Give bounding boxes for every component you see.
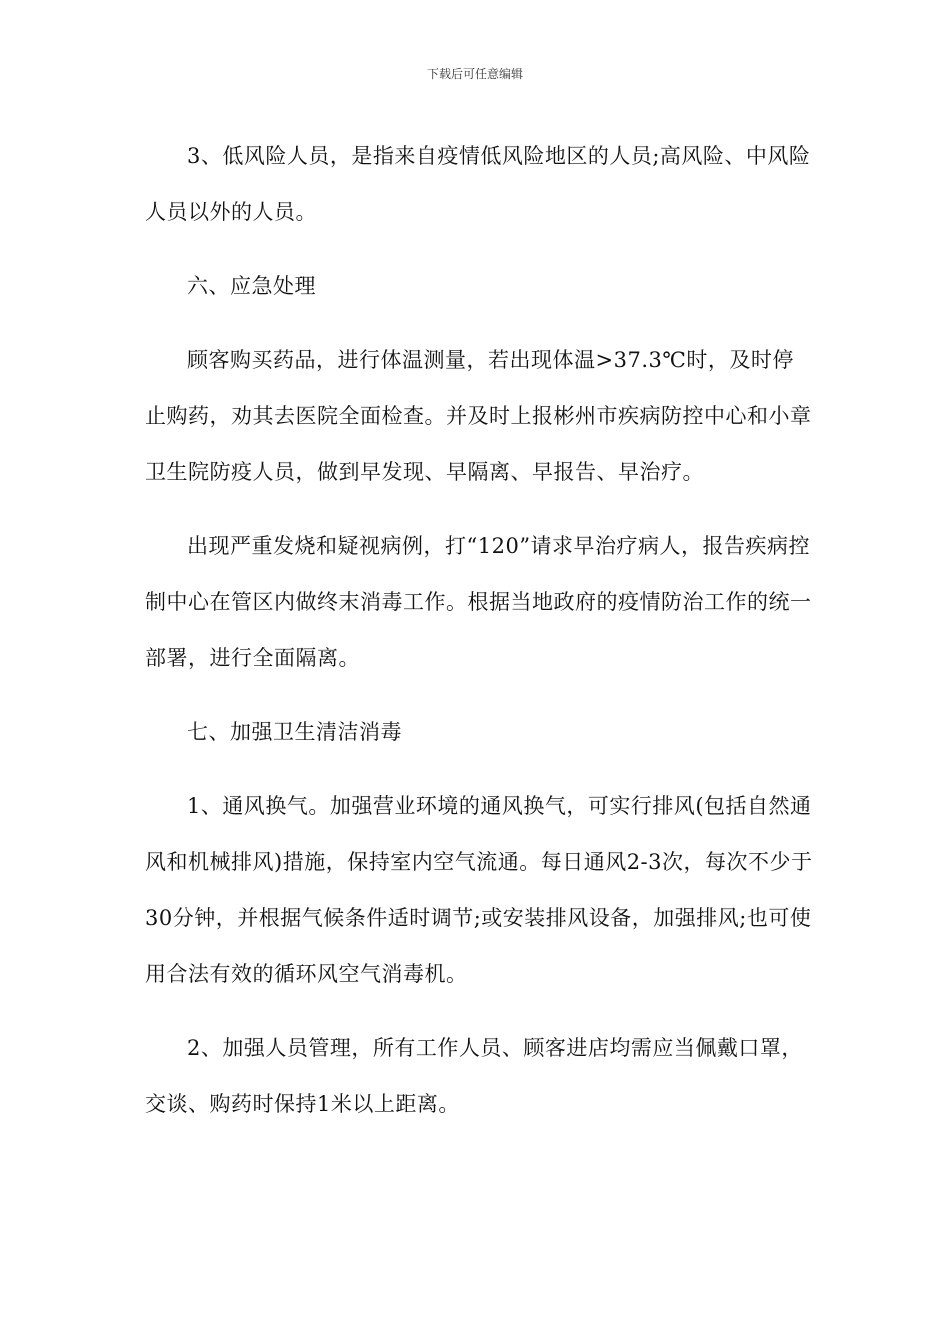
section-heading-emergency: 六、应急处理 bbox=[187, 274, 316, 298]
section-heading-disinfection: 七、加强卫生清洁消毒 bbox=[187, 720, 402, 744]
paragraph-staff-management: 2、加强人员管理，所有工作人员、顾客进店均需应当佩戴口罩，交谈、购药时保持1米以上距离。 bbox=[145, 1036, 803, 1116]
paragraph-suspected-case: 出现严重发烧和疑视病例，打“120”请求早治疗病人，报告疾病控制中心在管区内做终末消毒工作。根据当地政府的疫情防治工作的统一部署，进行全面隔离。 bbox=[145, 534, 812, 670]
document-body bbox=[145, 128, 815, 1150]
paragraph-temperature-check: 顾客购买药品，进行体温测量，若出现体温>37.3℃时，及时停止购药，劝其去医院全面检查。并及时上报彬州市疾病防控中心和小章卫生院防疫人员，做到早发现、早隔离、早报告、早治疗。 bbox=[145, 348, 812, 484]
paragraph-ventilation: 1、通风换气。加强营业环境的通风换气，可实行排风(包括自然通风和机械排风)措施，保持室内空气流通。每日通风2-3次，每次不少于30分钟，并根据气候条件适时调节;或安装排风设备，加强排风;也可使用合法有效的循环风空气消毒机。 bbox=[145, 794, 813, 986]
paragraph-low-risk: 3、低风险人员，是指来自疫情低风险地区的人员;高风险、中风险人员以外的人员。 bbox=[145, 144, 811, 224]
page-header-note: 下载后可任意编辑 bbox=[426, 67, 523, 81]
